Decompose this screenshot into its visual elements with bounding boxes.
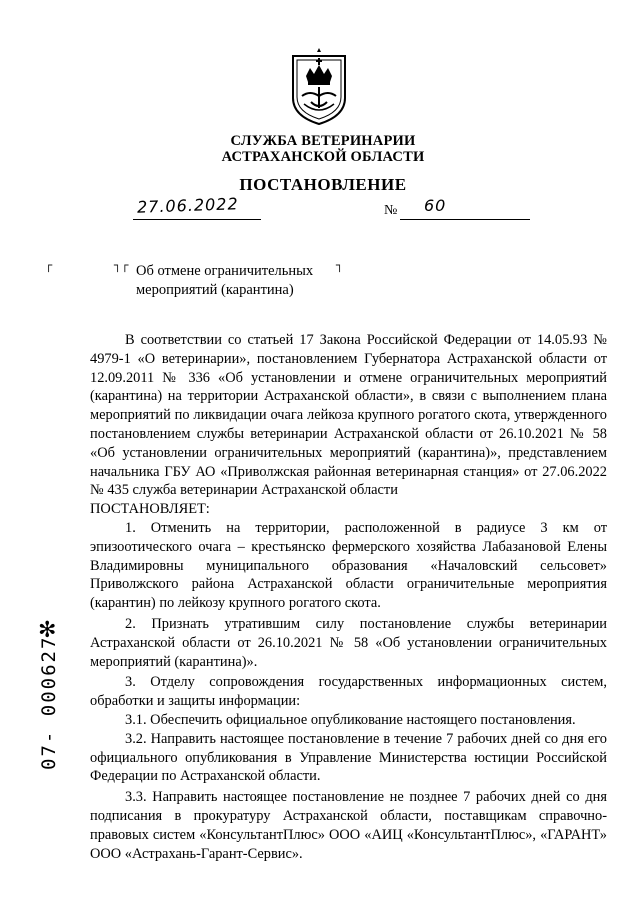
item-2-paragraph: 2. Признать утратившим силу постановление службы ветеринарии Астраханской области от 26.10.2021 № 58 «Об установлении ограничительных мероприятий (карантина)». [90, 615, 607, 670]
item-1-paragraph: 1. Отменить на территории, расположенной в радиусе 3 км от эпизоотического очага – крестьянско фермерского хозяйства Лабазановой Елены Владимировны муниципального образования «Началовский сельсовет» Приволжского района Астраханской области ограничительные мероприятия (карантин) по лейкозу крупного рогатого скота. [90, 519, 607, 612]
document-date: 27.06.2022 [136, 194, 239, 217]
subject-corner-mark-left: ┐┌ [114, 258, 129, 272]
organization-name-line1: СЛУЖБА ВЕТЕРИНАРИИ [230, 133, 416, 149]
coat-of-arms-emblem [288, 46, 350, 126]
date-underline [133, 219, 261, 220]
number-underline [400, 219, 530, 220]
document-subject [136, 262, 313, 300]
organization-name-line2: АСТРАХАНСКОЙ ОБЛАСТИ [221, 149, 425, 165]
document-type-title: ПОСТАНОВЛЕНИЕ [239, 175, 407, 194]
item-3-paragraph: 3. Отделу сопровождения государственных информационных систем, обработки и защиты информации: [90, 674, 607, 710]
document-body [90, 331, 607, 863]
decree-word: ПОСТАНОВЛЯЕТ: [90, 501, 210, 518]
subject-corner-mark-right: ┐ [336, 258, 344, 272]
left-corner-mark: ┌ [45, 258, 53, 272]
preamble-paragraph: В соответствии со статьей 17 Закона Российской Федерации от 14.05.93 № 4979-1 «О ветеринарии», постановлением Губернатора Астраханской области от 12.09.2011 № 336 «Об установлении и отмене ограничительных мероприятий (карантина) на территории Астраханской области», в связи с выполнением плана мероприятий по ликвидации очага лейкоза крупного рогатого скота, утвержденного постановлением службы ветеринарии Астраханской области от 26.10.2021 № 58 «Об установлении ограничительных мероприятий (карантина)», представлением начальника ГБУ АО «Приволжская районная ветеринарная станция» от 27.06.2022 № 435 служба ветеринарии Астраханской области [90, 332, 607, 499]
item-3-1-paragraph: 3.1. Обеспечить официальное опубликование настоящего постановления. [125, 711, 576, 728]
item-3-3-paragraph: 3.3. Направить настоящее постановление не позднее 7 рабочих дней со дня подписания в прокуратуру Астраханской области, поставщикам справочно-правовых систем «КонсультантПлюс» ООО «АИЦ «КонсультантПлюс», «ГАРАНТ» ООО «Астрахань-Гарант-Сервис». [90, 789, 607, 862]
document-number: 60 [424, 196, 447, 215]
registration-code: 07- 000627 [38, 635, 60, 770]
item-3-2-paragraph: 3.2. Направить настоящее постановление в течение 7 рабочих дней со дня его официального опубликования в Управление Министерства юстиции Российской Федерации по Астраханской области. [90, 730, 607, 785]
subject-line1: Об отмене ограничительных [136, 263, 314, 279]
margin-mark: ✻ [38, 618, 57, 643]
subject-line2: мероприятий (карантина) [136, 282, 294, 298]
number-label: № [384, 203, 398, 218]
